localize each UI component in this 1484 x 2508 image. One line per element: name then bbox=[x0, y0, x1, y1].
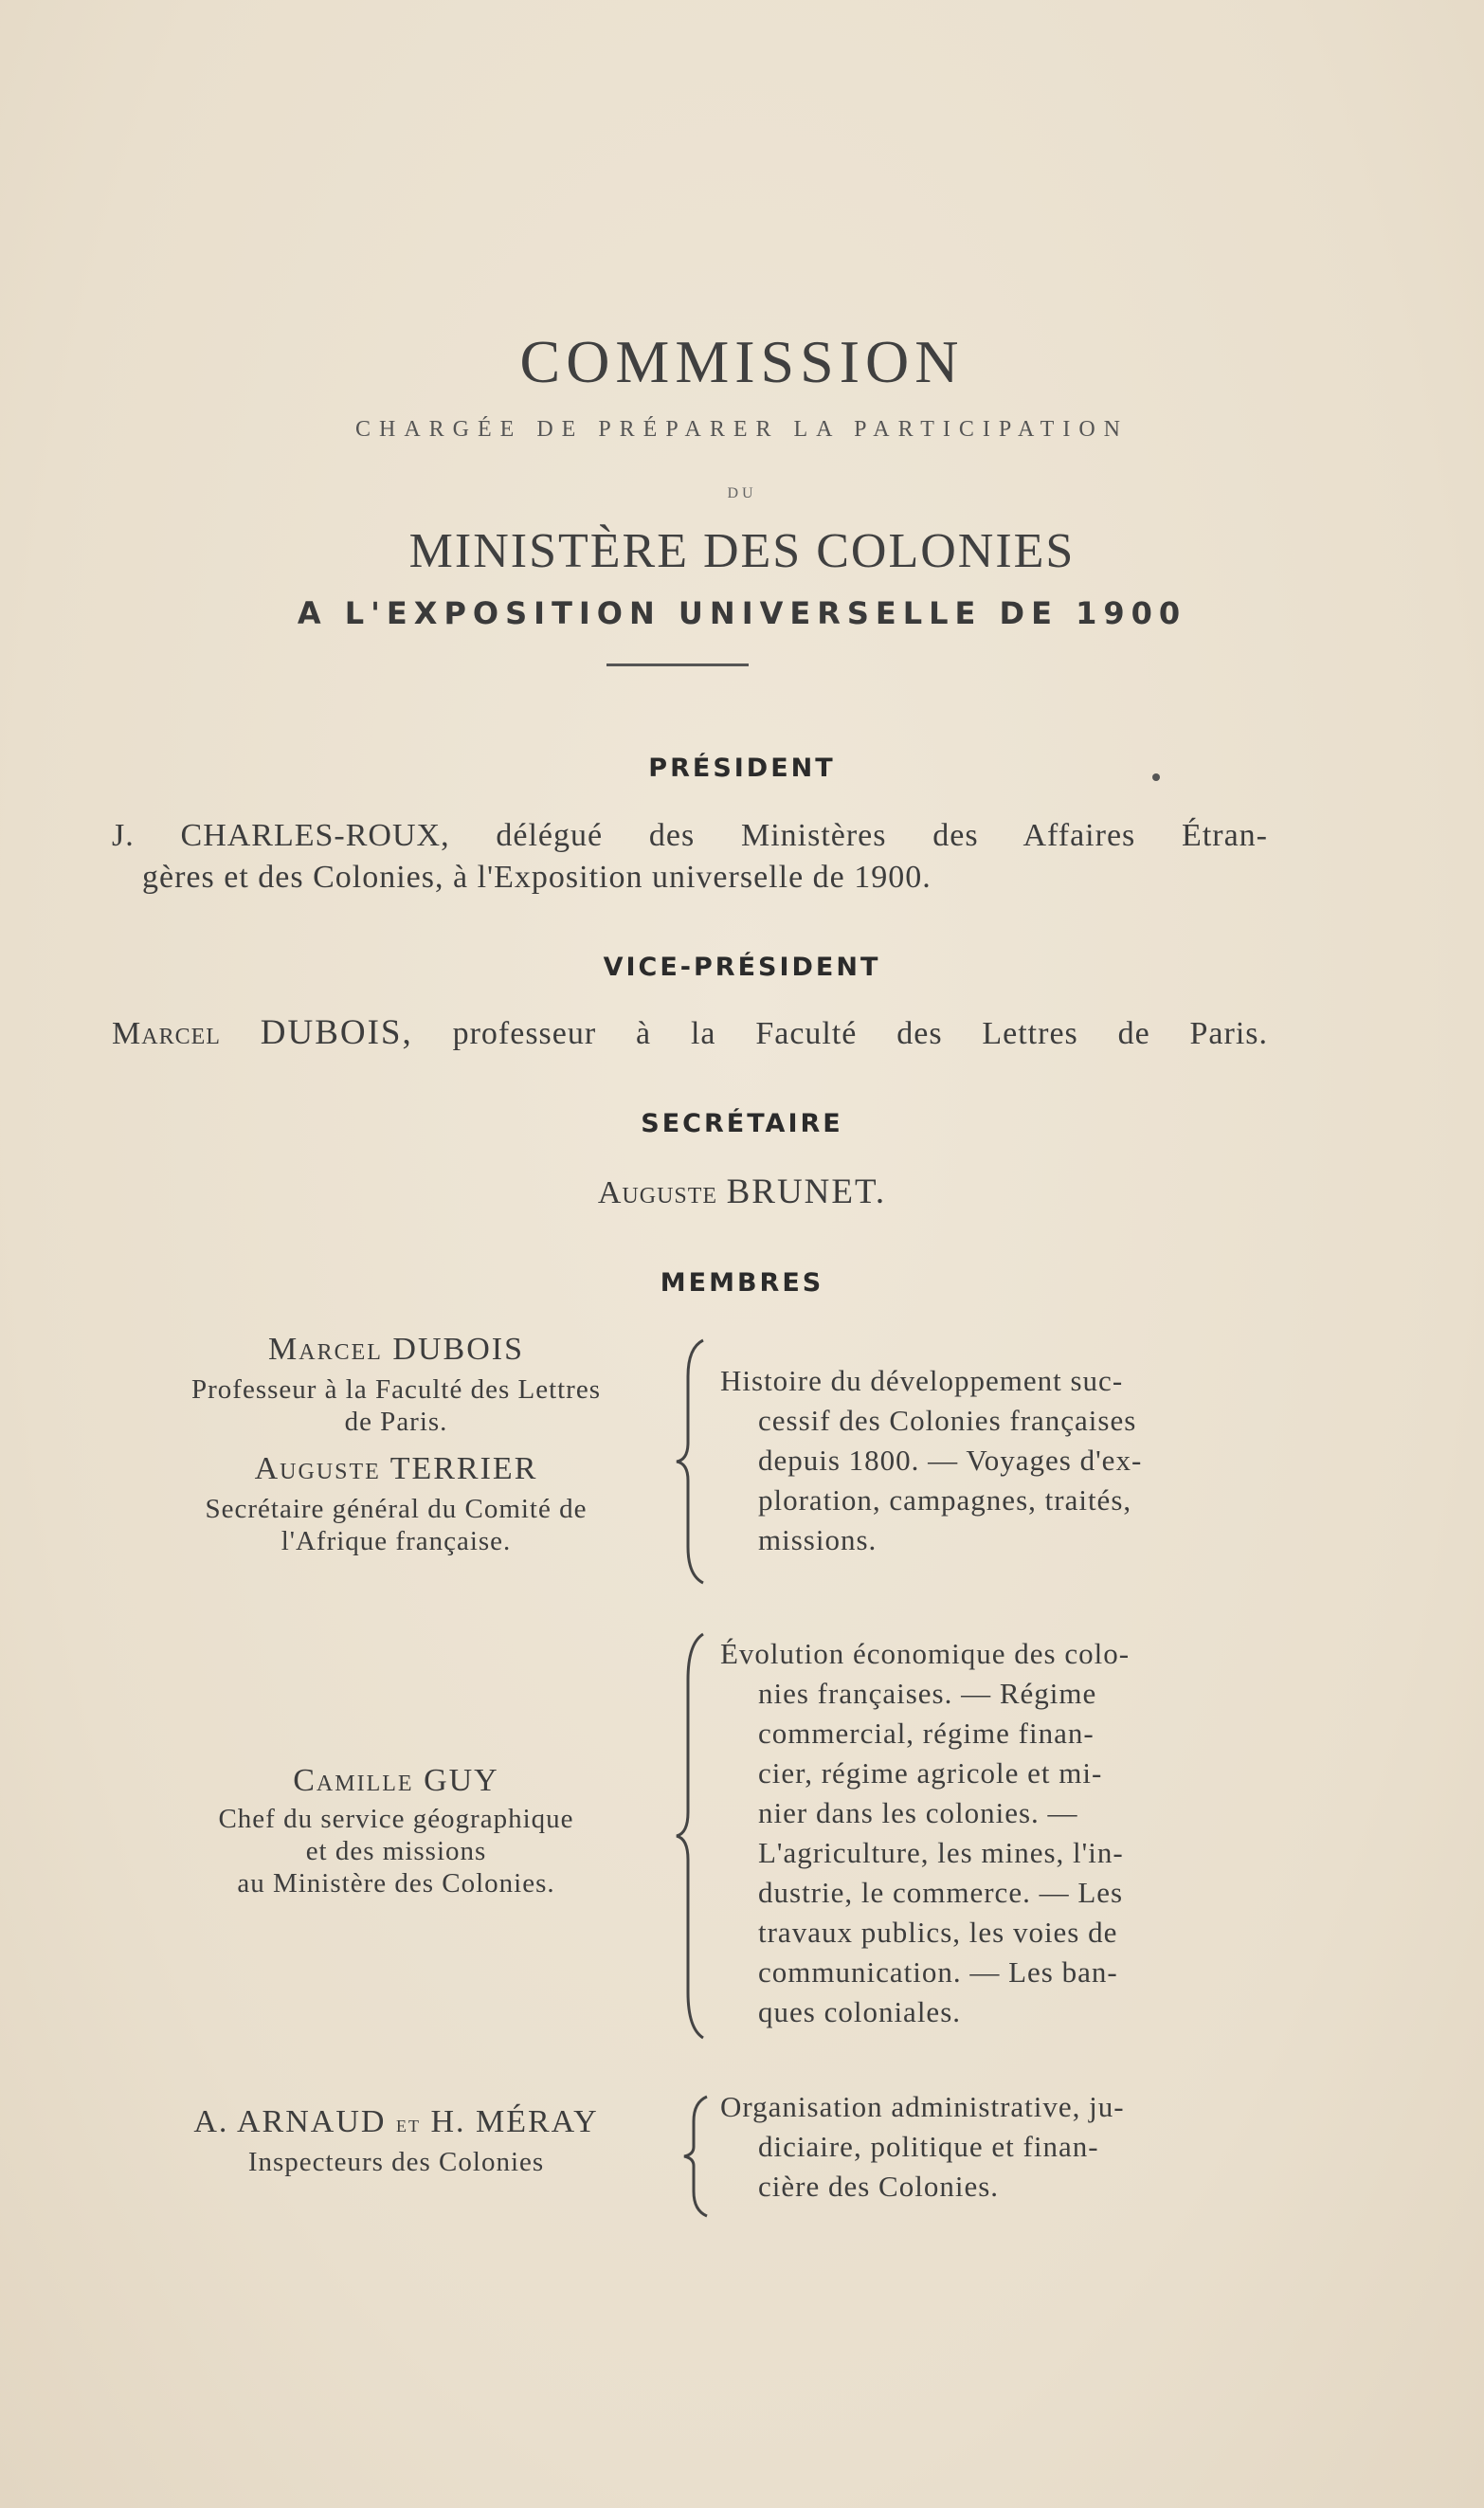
topic-line: dustrie, le commerce. — Les bbox=[758, 1876, 1124, 1909]
topic-line: depuis 1800. — Voyages d'ex- bbox=[758, 1444, 1143, 1477]
topic-line: cessif des Colonies françaises bbox=[758, 1404, 1137, 1437]
ministry-title: MINISTÈRE DES COLONIES bbox=[408, 524, 1076, 578]
vice-president-heading: VICE-PRÉSIDENT bbox=[603, 953, 881, 982]
member-role: Professeur à la Faculté des Lettres bbox=[191, 1374, 601, 1405]
member-name: Marcel DUBOIS bbox=[268, 1332, 524, 1367]
member-role: Secrétaire général du Comité de bbox=[205, 1494, 588, 1524]
topic-line: Histoire du développement suc- bbox=[720, 1364, 1124, 1397]
member-name: A. ARNAUD et H. MÉRAY bbox=[193, 2104, 599, 2139]
topic-line: nier dans les colonies. — bbox=[758, 1796, 1078, 1829]
member-group-1 bbox=[112, 1332, 680, 1557]
membres-heading: MEMBRES bbox=[660, 1268, 824, 1298]
member-group-2 bbox=[112, 1763, 680, 1899]
topic-line: Évolution économique des colo- bbox=[720, 1637, 1131, 1670]
member-role: et des missions bbox=[305, 1836, 487, 1866]
member-role: au Ministère des Colonies. bbox=[237, 1868, 555, 1899]
ink-spot bbox=[1152, 773, 1160, 781]
topic-line: nies françaises. — Régime bbox=[758, 1677, 1097, 1710]
title-divider bbox=[606, 663, 749, 666]
exposition-title: A L'EXPOSITION UNIVERSELLE DE 1900 bbox=[297, 595, 1187, 631]
topic-line: commercial, régime finan- bbox=[758, 1717, 1095, 1750]
vice-president-text bbox=[112, 1012, 1268, 1053]
topic-line: Organisation administrative, ju- bbox=[720, 2090, 1125, 2123]
president-line-1: J. CHARLES-ROUX, délégué des Ministères des Affaires Étran- bbox=[112, 818, 1268, 853]
vice-president-first-name: Marcel bbox=[112, 1016, 221, 1051]
secretaire-text bbox=[0, 1172, 1484, 1212]
topic-line: missions. bbox=[758, 1523, 878, 1556]
commission-subtitle: CHARGÉE DE PRÉPARER LA PARTICIPATION bbox=[355, 417, 1129, 442]
topic-line: travaux publics, les voies de bbox=[758, 1916, 1118, 1949]
topic-line: communication. — Les ban- bbox=[758, 1955, 1118, 1989]
president-heading: PRÉSIDENT bbox=[648, 754, 836, 783]
topic-line: diciaire, politique et finan- bbox=[758, 2130, 1099, 2163]
commission-title: COMMISSION bbox=[519, 328, 965, 395]
member-role: Inspecteurs des Colonies bbox=[247, 2147, 545, 2177]
topic-line: ques coloniales. bbox=[758, 1995, 962, 2028]
president-line-2: gères et des Colonies, à l'Exposition universelle de 1900. bbox=[142, 860, 932, 895]
topic-line: cière des Colonies. bbox=[758, 2170, 1000, 2203]
president-text bbox=[112, 815, 1268, 899]
member-name: Auguste TERRIER bbox=[254, 1451, 538, 1486]
member-group-3 bbox=[112, 2104, 680, 2178]
member-role: de Paris. bbox=[344, 1407, 448, 1437]
member-role: Chef du service géographique bbox=[218, 1804, 574, 1834]
brace-group-2 bbox=[675, 1632, 713, 2040]
topic-group-1 bbox=[720, 1361, 1270, 1560]
topic-line: L'agriculture, les mines, l'in- bbox=[758, 1836, 1124, 1869]
du-label: DU bbox=[727, 485, 757, 501]
secretaire-last-name: BRUNET. bbox=[726, 1172, 887, 1211]
member-role: l'Afrique française. bbox=[281, 1526, 512, 1556]
topic-group-2 bbox=[720, 1634, 1270, 2032]
topic-group-3 bbox=[720, 2087, 1270, 2207]
secretaire-first-name: Auguste bbox=[597, 1175, 718, 1210]
brace-group-3 bbox=[680, 2095, 718, 2218]
member-name: Camille GUY bbox=[293, 1763, 499, 1798]
vice-president-last-name: DUBOIS, bbox=[260, 1013, 413, 1052]
topic-line: ploration, campagnes, traités, bbox=[758, 1483, 1132, 1517]
secretaire-heading: SECRÉTAIRE bbox=[641, 1109, 843, 1138]
topic-line: cier, régime agricole et mi- bbox=[758, 1756, 1103, 1790]
brace-group-1 bbox=[675, 1338, 713, 1585]
vice-president-description: professeur à la Faculté des Lettres de Paris. bbox=[452, 1016, 1269, 1051]
